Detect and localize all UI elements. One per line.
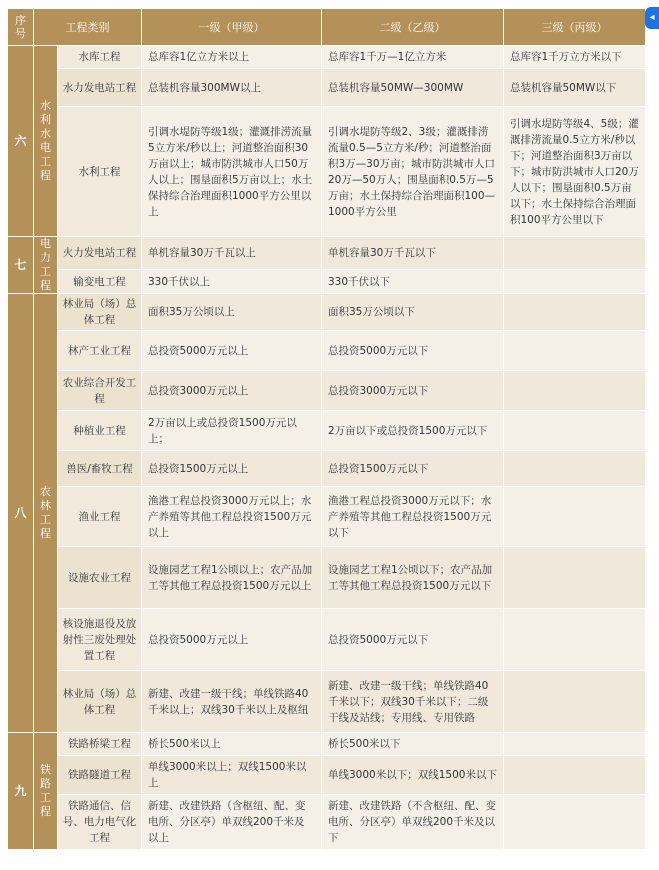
grade3-cell xyxy=(504,331,646,371)
grade1-cell: 设施园艺工程1公顷以上；农产品加工等其他工程总投资1500万元以上 xyxy=(142,547,322,609)
engineering-type-cell: 水力发电站工程 xyxy=(58,69,142,107)
grade1-cell: 总投资5000万元以上 xyxy=(142,609,322,671)
table-row xyxy=(8,237,646,270)
table-row xyxy=(8,294,646,331)
engineering-type-cell: 输变电工程 xyxy=(58,270,142,294)
engineering-type-cell: 农业综合开发工程 xyxy=(58,371,142,411)
grade1-cell: 总库容1亿立方米以上 xyxy=(142,46,322,69)
grade3-cell xyxy=(504,411,646,451)
header-grade2: 二级（乙级） xyxy=(322,9,504,46)
grade2-cell: 总投资3000万元以下 xyxy=(322,371,504,411)
engineering-type-cell: 铁路隧道工程 xyxy=(58,756,142,795)
grade1-cell: 总投资1500万元以上 xyxy=(142,451,322,487)
grade1-cell: 总投资5000万元以上 xyxy=(142,331,322,371)
section-index: 六 xyxy=(8,46,34,237)
grade1-cell: 引调水堤防等级1级；灌溉排涝流量5立方米/秒以上；河道整治面积30万亩以上；城市防洪城市人口50万人以上；围垦面积5万亩以上；水土保持综合治理面积1000平方公里以上 xyxy=(142,107,322,237)
grade3-cell: 总装机容量50MW以下 xyxy=(504,69,646,107)
grade2-cell: 面积35万公顷以下 xyxy=(322,294,504,331)
grade1-cell: 单机容量30万千瓦以上 xyxy=(142,237,322,270)
section-category-char: 工 xyxy=(40,265,51,278)
grade2-cell: 总投资5000万元以下 xyxy=(322,609,504,671)
engineering-type-cell: 林产工业工程 xyxy=(58,331,142,371)
grade1-cell: 渔港工程总投资3000万元以上；水产养殖等其他工程总投资1500万元以上 xyxy=(142,487,322,547)
side-tab-icon[interactable]: ◂ xyxy=(645,7,659,29)
section-category-char: 工 xyxy=(40,791,51,804)
grade1-cell: 总投资3000万元以上 xyxy=(142,371,322,411)
grade3-cell xyxy=(504,795,646,850)
section-category-char: 程 xyxy=(40,527,51,540)
engineering-type-cell: 水利工程 xyxy=(58,107,142,237)
section-category-char: 水 xyxy=(40,99,51,112)
section-category-char: 铁 xyxy=(40,763,51,776)
grade2-cell: 总库容1千万—1亿立方米 xyxy=(322,46,504,69)
section-category-char: 林 xyxy=(40,499,51,512)
grade2-cell: 2万亩以下或总投资1500万元以下 xyxy=(322,411,504,451)
grade2-cell: 桥长500米以下 xyxy=(322,733,504,756)
engineering-type-cell: 兽医/畜牧工程 xyxy=(58,451,142,487)
engineering-grade-table xyxy=(7,8,646,850)
engineering-type-cell: 核设施退役及放射性三废处理处置工程 xyxy=(58,609,142,671)
grade3-cell xyxy=(504,733,646,756)
engineering-type-cell: 林业局（场）总体工程 xyxy=(58,671,142,733)
table-header-row xyxy=(8,9,646,46)
section-category xyxy=(34,237,58,294)
section-category-char: 农 xyxy=(40,485,51,498)
engineering-type-cell: 设施农业工程 xyxy=(58,547,142,609)
grade2-cell: 单机容量30万千瓦以下 xyxy=(322,237,504,270)
section-category-char: 程 xyxy=(40,279,51,292)
grade3-cell xyxy=(504,671,646,733)
section-category-char: 工 xyxy=(40,513,51,526)
grade1-cell: 面积35万公顷以上 xyxy=(142,294,322,331)
table-row xyxy=(8,609,646,671)
section-category-char: 电 xyxy=(40,237,51,250)
engineering-type-cell: 铁路桥梁工程 xyxy=(58,733,142,756)
grade3-cell xyxy=(504,756,646,795)
engineering-type-cell: 林业局（场）总体工程 xyxy=(58,294,142,331)
grade2-cell: 新建、改建铁路（不含枢纽、配、变电所、分区亭）单双线200千米及以下 xyxy=(322,795,504,850)
table-row xyxy=(8,411,646,451)
section-index: 七 xyxy=(8,237,34,294)
grade2-cell: 渔港工程总投资3000万元以下；水产养殖等其他工程总投资1500万元以下 xyxy=(322,487,504,547)
section-category-char: 水 xyxy=(40,127,51,140)
engineering-type-cell: 种植业工程 xyxy=(58,411,142,451)
grade3-cell xyxy=(504,451,646,487)
grade2-cell: 330千伏以下 xyxy=(322,270,504,294)
header-grade3: 三级（丙级） xyxy=(504,9,646,46)
grade3-cell xyxy=(504,270,646,294)
grade3-cell xyxy=(504,609,646,671)
engineering-type-cell: 水库工程 xyxy=(58,46,142,69)
table-row xyxy=(8,270,646,294)
table-row xyxy=(8,671,646,733)
grade1-cell: 总装机容量300MW以上 xyxy=(142,69,322,107)
section-category-char: 程 xyxy=(40,169,51,182)
table-body xyxy=(8,46,646,850)
section-category xyxy=(34,733,58,850)
section-category-char: 路 xyxy=(40,777,51,790)
engineering-type-cell: 渔业工程 xyxy=(58,487,142,547)
table-row xyxy=(8,69,646,107)
grade2-cell: 引调水堤防等级2、3级；灌溉排涝流量0.5—5立方米/秒；河道整治面积3万—30万亩；城市防洪城市人口20万—50万人；围垦面积0.5万—5万亩；水土保持综合治理面积100—1000平方公里 xyxy=(322,107,504,237)
grade3-cell xyxy=(504,487,646,547)
section-category xyxy=(34,46,58,237)
grade2-cell: 单线3000米以下；双线1500米以下 xyxy=(322,756,504,795)
grade3-cell: 引调水堤防等级4、5级；灌溉排涝流量0.5立方米/秒以下；河道整治面积3万亩以下；城市防洪城市人口20万人以下；围垦面积0.5万亩以下；水土保持综合治理面积100平方公里以下 xyxy=(504,107,646,237)
engineering-type-cell: 铁路通信、信号、电力电气化工程 xyxy=(58,795,142,850)
section-category-char: 利 xyxy=(40,113,51,126)
table-row xyxy=(8,451,646,487)
grade2-cell: 总投资5000万元以下 xyxy=(322,331,504,371)
grade3-cell xyxy=(504,547,646,609)
grade3-cell xyxy=(504,371,646,411)
table-row xyxy=(8,107,646,237)
grade2-cell: 设施园艺工程1公顷以下；农产品加工等其他工程总投资1500万元以下 xyxy=(322,547,504,609)
grade1-cell: 新建、改建一级干线；单线铁路40千米以上；双线30千米以上及枢纽 xyxy=(142,671,322,733)
header-type: 工程类别 xyxy=(34,9,142,46)
grade1-cell: 新建、改建铁路（含枢纽、配、变电所、分区亭）单双线200千米及以上 xyxy=(142,795,322,850)
table-row xyxy=(8,547,646,609)
section-category-char: 电 xyxy=(40,141,51,154)
table-row xyxy=(8,487,646,547)
table-row xyxy=(8,331,646,371)
grade1-cell: 2万亩以上或总投资1500万元以上； xyxy=(142,411,322,451)
header-index-char: 序 xyxy=(15,14,26,27)
grade-table-wrapper xyxy=(7,8,645,850)
grade1-cell: 桥长500米以上 xyxy=(142,733,322,756)
engineering-type-cell: 火力发电站工程 xyxy=(58,237,142,270)
section-category-char: 程 xyxy=(40,805,51,818)
grade2-cell: 总投资1500万元以下 xyxy=(322,451,504,487)
section-index: 八 xyxy=(8,294,34,733)
table-row xyxy=(8,46,646,69)
header-index-char: 号 xyxy=(15,27,26,40)
header-grade1: 一级（甲级） xyxy=(142,9,322,46)
grade3-cell xyxy=(504,237,646,270)
table-row xyxy=(8,795,646,850)
section-category-char: 力 xyxy=(40,251,51,264)
section-category xyxy=(34,294,58,733)
table-row xyxy=(8,756,646,795)
grade2-cell: 新建、改建一级干线；单线铁路40千米以下；双线30千米以下；二级干线及站线；专用线、专用铁路 xyxy=(322,671,504,733)
header-index xyxy=(8,9,34,46)
section-index: 九 xyxy=(8,733,34,850)
table-row xyxy=(8,733,646,756)
table-row xyxy=(8,371,646,411)
grade3-cell: 总库容1千万立方米以下 xyxy=(504,46,646,69)
grade1-cell: 330千伏以上 xyxy=(142,270,322,294)
grade3-cell xyxy=(504,294,646,331)
section-category-char: 工 xyxy=(40,155,51,168)
grade2-cell: 总装机容量50MW—300MW xyxy=(322,69,504,107)
grade1-cell: 单线3000米以上；双线1500米以上 xyxy=(142,756,322,795)
